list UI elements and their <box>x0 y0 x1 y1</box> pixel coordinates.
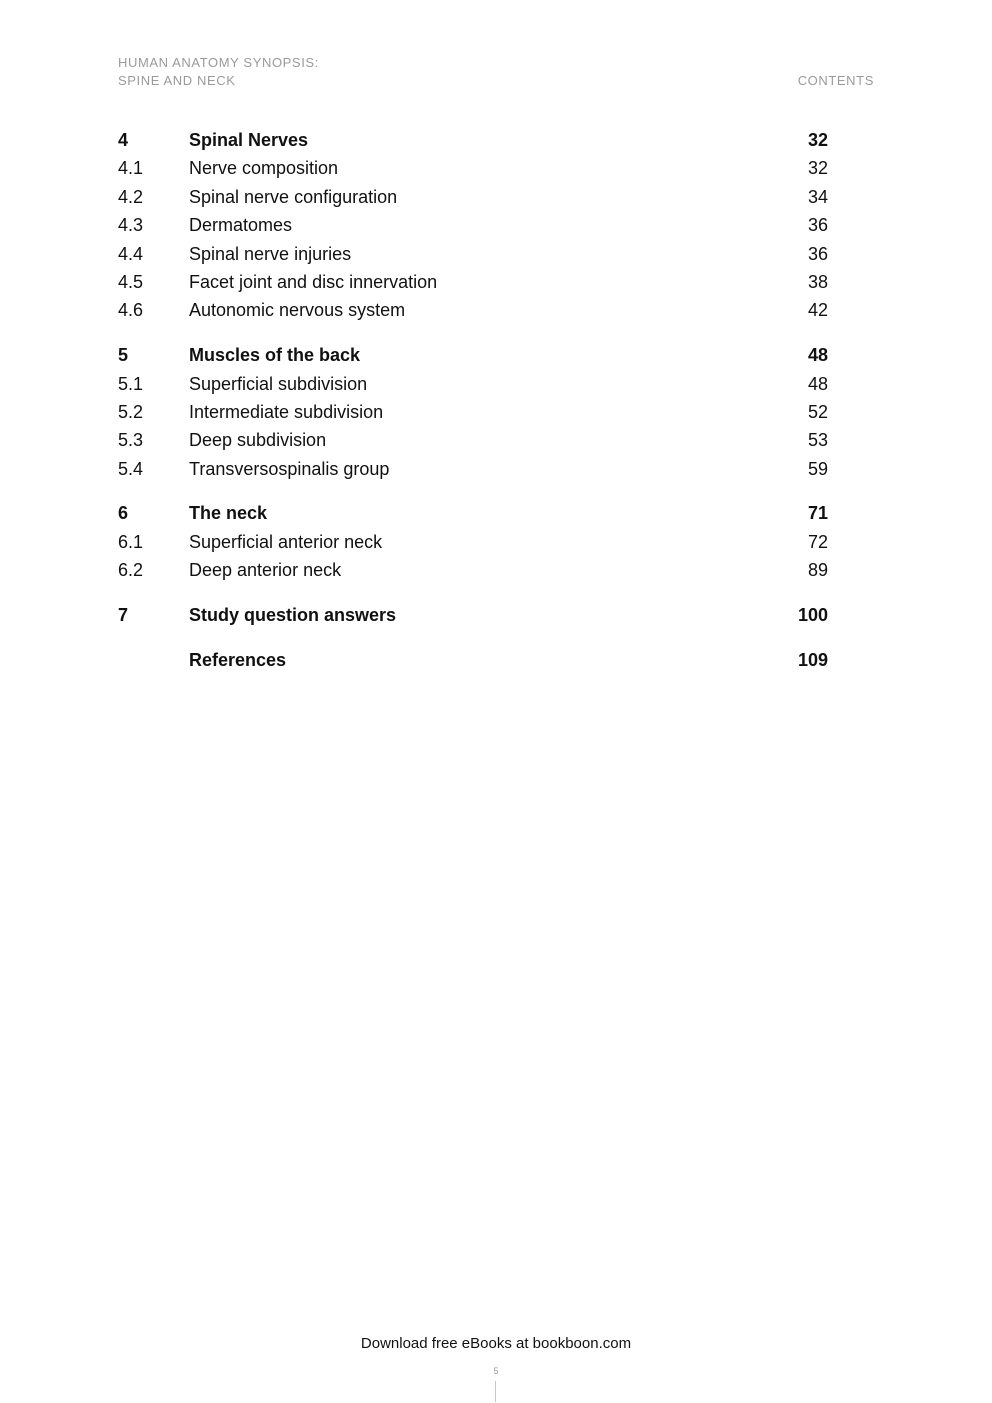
toc-number: 6.1 <box>118 531 144 552</box>
toc-title: Muscles of the back <box>189 345 361 366</box>
toc-number: 4.6 <box>118 300 144 321</box>
toc-title: Autonomic nervous system <box>189 300 406 321</box>
toc-chapter-row[interactable] <box>118 499 828 527</box>
toc-references-row[interactable] <box>118 646 828 674</box>
toc-section-row[interactable] <box>118 455 828 483</box>
toc-page-number: 109 <box>797 649 828 670</box>
download-link[interactable]: Download free eBooks at bookboon.com <box>360 1335 632 1352</box>
section-label: CONTENTS <box>797 73 874 88</box>
toc-page-number: 36 <box>807 243 828 264</box>
toc-page-number: 52 <box>807 401 828 422</box>
toc-number: 7 <box>118 605 129 626</box>
toc-title: Transversospinalis group <box>189 458 390 479</box>
toc-title: Spinal Nerves <box>189 130 309 150</box>
toc-page-number: 32 <box>807 158 828 179</box>
toc-number: 4.3 <box>118 215 144 236</box>
toc-number: 5.2 <box>118 401 144 422</box>
toc-page-number: 48 <box>807 345 828 366</box>
toc-number: 4.4 <box>118 243 144 264</box>
toc-section-row[interactable] <box>118 296 828 324</box>
toc-page-number: 100 <box>797 605 828 626</box>
toc-number: 4.5 <box>118 271 144 292</box>
toc-title: Deep subdivision <box>189 430 327 451</box>
toc-page-number: 53 <box>807 430 828 451</box>
toc-chapter-row[interactable] <box>118 126 828 154</box>
toc-number: 5 <box>118 345 129 366</box>
toc-page-number: 42 <box>807 300 828 321</box>
toc-title: Dermatomes <box>189 215 293 236</box>
toc-number: 5.3 <box>118 430 144 451</box>
toc-section-row[interactable] <box>118 268 828 296</box>
page-number-divider <box>495 1381 496 1402</box>
toc-title: Study question answers <box>189 605 397 626</box>
toc-title: The neck <box>189 503 268 524</box>
toc-title: Spinal nerve configuration <box>189 186 398 207</box>
toc-number: 4.2 <box>118 186 144 207</box>
toc-title: Superficial anterior neck <box>189 531 383 552</box>
toc-title: Facet joint and disc innervation <box>189 271 438 292</box>
toc-title: References <box>189 649 287 670</box>
toc-section-row[interactable] <box>118 528 828 556</box>
toc-number: 5.1 <box>118 373 144 394</box>
toc-title: Deep anterior neck <box>189 560 342 581</box>
toc-page-number: 36 <box>807 215 828 236</box>
toc-chapter-row[interactable] <box>118 601 828 629</box>
toc-section-row[interactable] <box>118 426 828 454</box>
toc-title: Superficial subdivision <box>189 373 368 394</box>
toc-page-number: 89 <box>807 560 828 581</box>
toc-section-row[interactable] <box>118 398 828 426</box>
book-title <box>118 54 319 90</box>
toc-number: 5.4 <box>118 458 144 479</box>
toc-section-row[interactable] <box>118 154 828 182</box>
toc-page-number: 72 <box>807 531 828 552</box>
book-title-line-1: HUMAN ANATOMY SYNOPSIS: <box>118 55 319 70</box>
toc-chapter-row[interactable] <box>118 341 828 369</box>
toc-page-number: 48 <box>807 373 828 394</box>
book-title-line-2: SPINE AND NECK <box>118 73 236 88</box>
running-header <box>118 54 874 90</box>
toc-number: 6.2 <box>118 560 144 581</box>
toc-page-number: 32 <box>807 130 828 150</box>
toc-number: 6 <box>118 503 129 524</box>
toc-page-number: 38 <box>807 271 828 292</box>
page-number: 5 <box>493 1366 499 1376</box>
toc-page-number: 71 <box>807 503 828 524</box>
toc-title: Nerve composition <box>189 158 339 179</box>
toc-page-number: 59 <box>807 458 828 479</box>
table-of-contents <box>118 126 828 674</box>
toc-title: Intermediate subdivision <box>189 401 384 422</box>
toc-section-row[interactable] <box>118 370 828 398</box>
toc-number: 4.1 <box>118 158 144 179</box>
toc-title: Spinal nerve injuries <box>189 243 352 264</box>
toc-number: 4 <box>118 130 129 150</box>
toc-page-number: 34 <box>807 186 828 207</box>
toc-section-row[interactable] <box>118 240 828 268</box>
toc-section-row[interactable] <box>118 183 828 211</box>
toc-section-row[interactable] <box>118 211 828 239</box>
toc-section-row[interactable] <box>118 556 828 584</box>
